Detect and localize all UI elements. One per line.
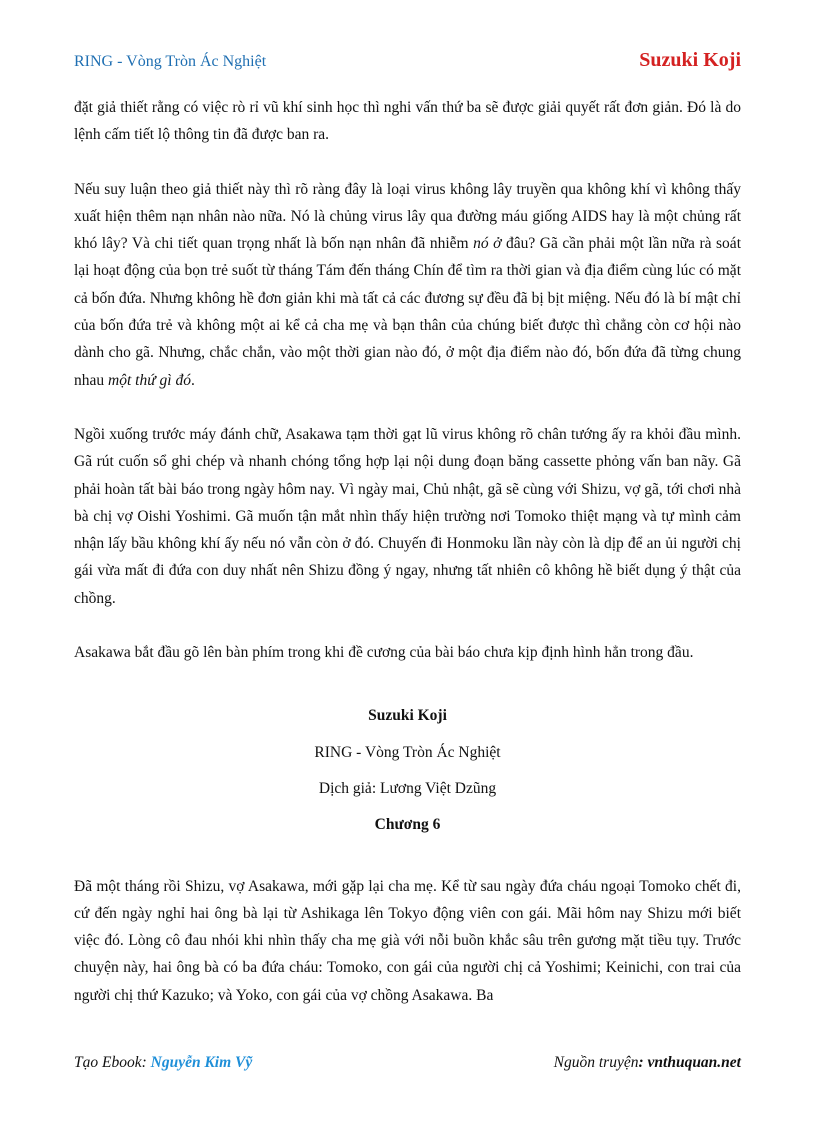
paragraph-text: .: [190, 371, 195, 389]
chapter-book-title: RING - Vòng Tròn Ác Nghiệt: [314, 743, 501, 761]
page-body: [74, 94, 741, 1009]
translator-line: Dịch giả: Lương Việt Dzũng: [318, 779, 497, 797]
paragraph-text: Nếu suy luận theo giả thiết này thì rõ ràng đây là loại virus không lây truyền qua không khí vì không thấy xuất hiện thêm nạn nhân nào nữa. Nó là chủng virus lây qua đường máu giống AIDS hay là một chủng rất khó lây? Và chi tiết quan trọng nhất là bốn nạn nhân đã nhiễm: [74, 180, 741, 253]
credit-name: Nguyễn Kim Vỹ: [150, 1054, 253, 1071]
chapter-author: Suzuki Koji: [368, 707, 447, 725]
paragraph: Ngồi xuống trước máy đánh chữ, Asakawa tạm thời gạt lũ virus không rõ chân tướng ấy ra khỏi đầu mình. Gã rút cuốn sổ ghi chép và nhanh chóng tổng hợp lại nội dung đoạn băng cassette phỏng vấn ban nãy. Gã phải hoàn tất bài báo trong ngày hôm nay. Vì ngày mai, Chủ nhật, gã sẽ cùng với Shizu, vợ gã, tới chơi nhà bà chị vợ Oishi Yoshimi. Gã muốn tận mắt nhìn thấy hiện trường nơi Tomoko thiệt mạng và tự mình cảm nhận lấy bầu không khí ấy nếu nó vẫn còn ở đó. Chuyến đi Honmoku lần này còn là dịp để an ủi người chị gái vừa mất đi đứa con duy nhất nên Shizu đồng ý ngay, nhưng tất nhiên cô không hề biết dụng ý thật của chồng.: [74, 425, 741, 607]
book-title-header: RING - Vòng Tròn Ác Nghiệt: [74, 53, 267, 70]
source-link[interactable]: vnthuquan.net: [647, 1054, 741, 1071]
credit-separator: :: [141, 1054, 151, 1071]
author-header: Suzuki Koji: [639, 49, 741, 71]
paragraph: Asakawa bắt đầu gõ lên bàn phím trong khi đề cương của bài báo chưa kịp định hình hẳn trong đầu.: [74, 644, 694, 662]
emphasis-text: nó ở: [473, 235, 502, 253]
source-separator: :: [638, 1054, 648, 1071]
chapter-heading-block: [74, 702, 741, 838]
paragraph: đặt giả thiết rằng có việc rò rỉ vũ khí sinh học thì nghi vấn thứ ba sẽ được giải quyết rất đơn giản. Đó là do lệnh cấm tiết lộ thông tin đã được ban ra.: [74, 99, 741, 144]
paragraph: Đã một tháng rồi Shizu, vợ Asakawa, mới gặp lại cha mẹ. Kể từ sau ngày đứa cháu ngoại Tomoko chết đi, cứ đến ngày nghỉ hai ông bà lại từ Ashikaga lên Tokyo động viên con gái. Mãi hôm nay Shizu mới biết việc đó. Lòng cô đau nhói khi nhìn thấy cha mẹ già với nỗi buồn khắc sâu trên gương mặt tiều tụy. Trước chuyện này, hai ông bà có ba đứa cháu: Tomoko, con gái của người chị cả Yoshimi; Keinichi, con trai của người chị thứ Kazuko; và Yoko, con gái của vợ chồng Asakawa. Ba: [74, 877, 741, 1004]
page-header: [74, 49, 741, 77]
emphasis-text: một thứ gì đó: [108, 371, 191, 389]
chapter-title: Chương 6: [374, 816, 441, 834]
source-label: Nguồn truyện: [553, 1054, 639, 1071]
ebook-credit: [74, 1054, 252, 1072]
credit-label: Tạo Ebook: [74, 1054, 142, 1071]
paragraph: [74, 176, 741, 394]
page-footer: [74, 1054, 741, 1078]
source-credit: [554, 1054, 741, 1072]
paragraph-text: đâu? Gã cần phải một lần nữa rà soát lại hoạt động của bọn trẻ suốt từ tháng Tám đến tháng Chín để tìm ra thời gian và địa điểm cùng lúc có mặt cả bốn đứa. Nhưng không hề đơn giản khi mà tất cả các đương sự đều đã bị bịt miệng. Nếu đó là bí mật chỉ của bốn đứa trẻ và không một ai kể cả cha mẹ và bạn thân của chúng biết được thì chẳng còn cơ hội nào dành cho gã. Nhưng, chắc chắn, vào một thời gian nào đó, ở một địa điểm nào đó, bốn đứa đã từng chung nhau: [74, 235, 741, 389]
